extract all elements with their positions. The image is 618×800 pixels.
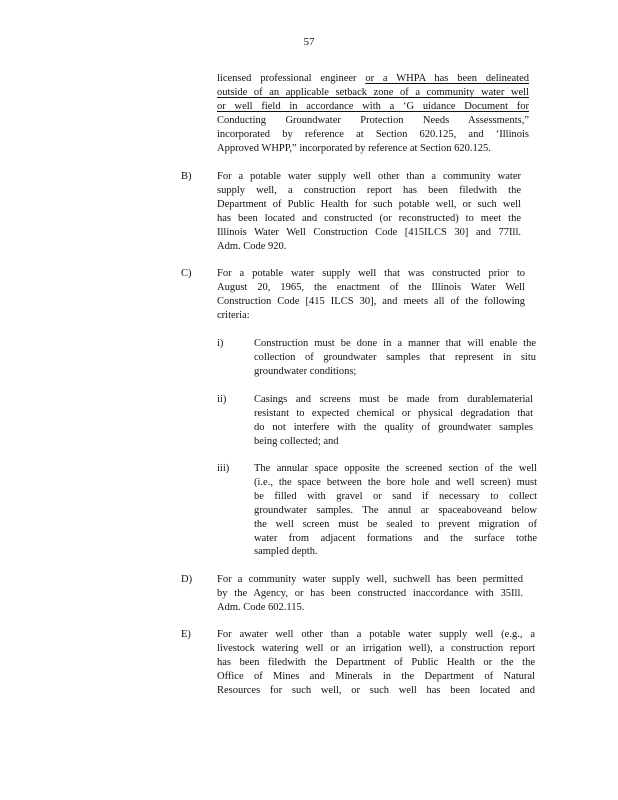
item-iii-line: groundwater samples. The annul ar spaceaboveand below: [254, 504, 537, 516]
section-e-line: has been filedwith the Department of Public Health or the the: [217, 656, 535, 668]
section-b-line: Department of Public Health for such potable well, or such well: [217, 198, 521, 210]
item-ii-line: do not interfere with the quality of groundwater samples: [254, 421, 533, 433]
item-iii-paragraph: [254, 462, 537, 559]
item-iii-label: iii): [217, 463, 230, 474]
section-c-line: Construction Code [415 ILCS 30], and meets all of the following: [217, 295, 525, 307]
item-i-line: collection of groundwater samples that represent in situ: [254, 351, 536, 363]
item-ii-line: being collected; and: [254, 435, 339, 447]
item-ii-line: Casings and screens must be made from durablematerial: [254, 394, 533, 405]
item-ii-paragraph: [254, 393, 533, 449]
item-i-paragraph: [254, 337, 536, 379]
section-e-line: For awater well other than a potable water supply well (e.g., a: [217, 629, 535, 640]
section-c-paragraph: [217, 267, 525, 323]
intro-line: outside of an applicable setback zone of a community water well: [217, 86, 529, 98]
section-e-line: Resources for such well, or such well has been located and: [217, 684, 535, 696]
intro-line: Conducting Groundwater Protection Needs Assessments,”: [217, 114, 529, 126]
section-d-line: by the Agency, or has been constructed inaccordance with 35Ill.: [217, 587, 523, 599]
section-d-label: D): [181, 574, 193, 585]
item-ii-label: ii): [217, 394, 227, 405]
item-iii-line: the well screen must be sealed to prevent migration of: [254, 518, 537, 530]
item-iii-line: be filled with gravel or sand if necessary to collect: [254, 490, 537, 502]
page-number: 57: [303, 36, 315, 48]
item-ii-line: resistant to expected chemical or physical degradation that: [254, 407, 533, 419]
section-d-line: Adm. Code 602.115.: [217, 601, 305, 613]
item-iii-line: The annular space opposite the screened section of the well: [254, 463, 537, 474]
item-i-line: Construction must be done in a manner that will enable the: [254, 338, 536, 349]
section-e-line: livestock watering well or an irrigation well), a construction report: [217, 642, 535, 654]
section-c-line: criteria:: [217, 309, 250, 321]
section-c-line: August 20, 1965, the enactment of the Illinois Water Well: [217, 281, 525, 293]
item-i-line: groundwater conditions;: [254, 365, 357, 377]
intro-line: Approved WHPP,” incorporated by reference at Section 620.125.: [217, 142, 491, 154]
section-d-line: For a community water supply well, suchwell has been permitted: [217, 574, 523, 585]
section-e-paragraph: [217, 628, 535, 698]
item-iii-line: water from adjacent formations and the surface tothe: [254, 532, 537, 544]
section-b-line: has been located and constructed (or reconstructed) to meet the: [217, 212, 521, 224]
intro-line: or well field in accordance with a ‘G uidance Document for: [217, 100, 529, 112]
intro-paragraph: [217, 72, 529, 155]
section-b-paragraph: [217, 170, 521, 253]
section-b-line: Illinois Water Well Construction Code [415ILCS 30] and 77Ill.: [217, 226, 521, 238]
section-e-line: Office of Mines and Minerals in the Department of Natural: [217, 670, 535, 682]
intro-line: incorporated by reference at Section 620.125, and ‘Illinois: [217, 128, 529, 140]
intro-line: licensed professional engineer or a WHPA has been delineated: [217, 73, 529, 84]
item-iii-line: sampled depth.: [254, 546, 318, 558]
section-b-line: supply well, a construction report has been filedwith the: [217, 184, 521, 196]
section-b-line: Adm. Code 920.: [217, 240, 287, 252]
item-i-label: i): [217, 338, 224, 349]
item-iii-line: (i.e., the space between the bore hole and well screen) must: [254, 476, 537, 488]
section-b-label: B): [181, 171, 192, 182]
section-c-label: C): [181, 268, 192, 279]
section-b-line: For a potable water supply well other than a community water: [217, 171, 521, 182]
section-e-label: E): [181, 629, 191, 640]
section-c-line: For a potable water supply well that was constructed prior to: [217, 268, 525, 279]
section-d-paragraph: [217, 573, 523, 615]
